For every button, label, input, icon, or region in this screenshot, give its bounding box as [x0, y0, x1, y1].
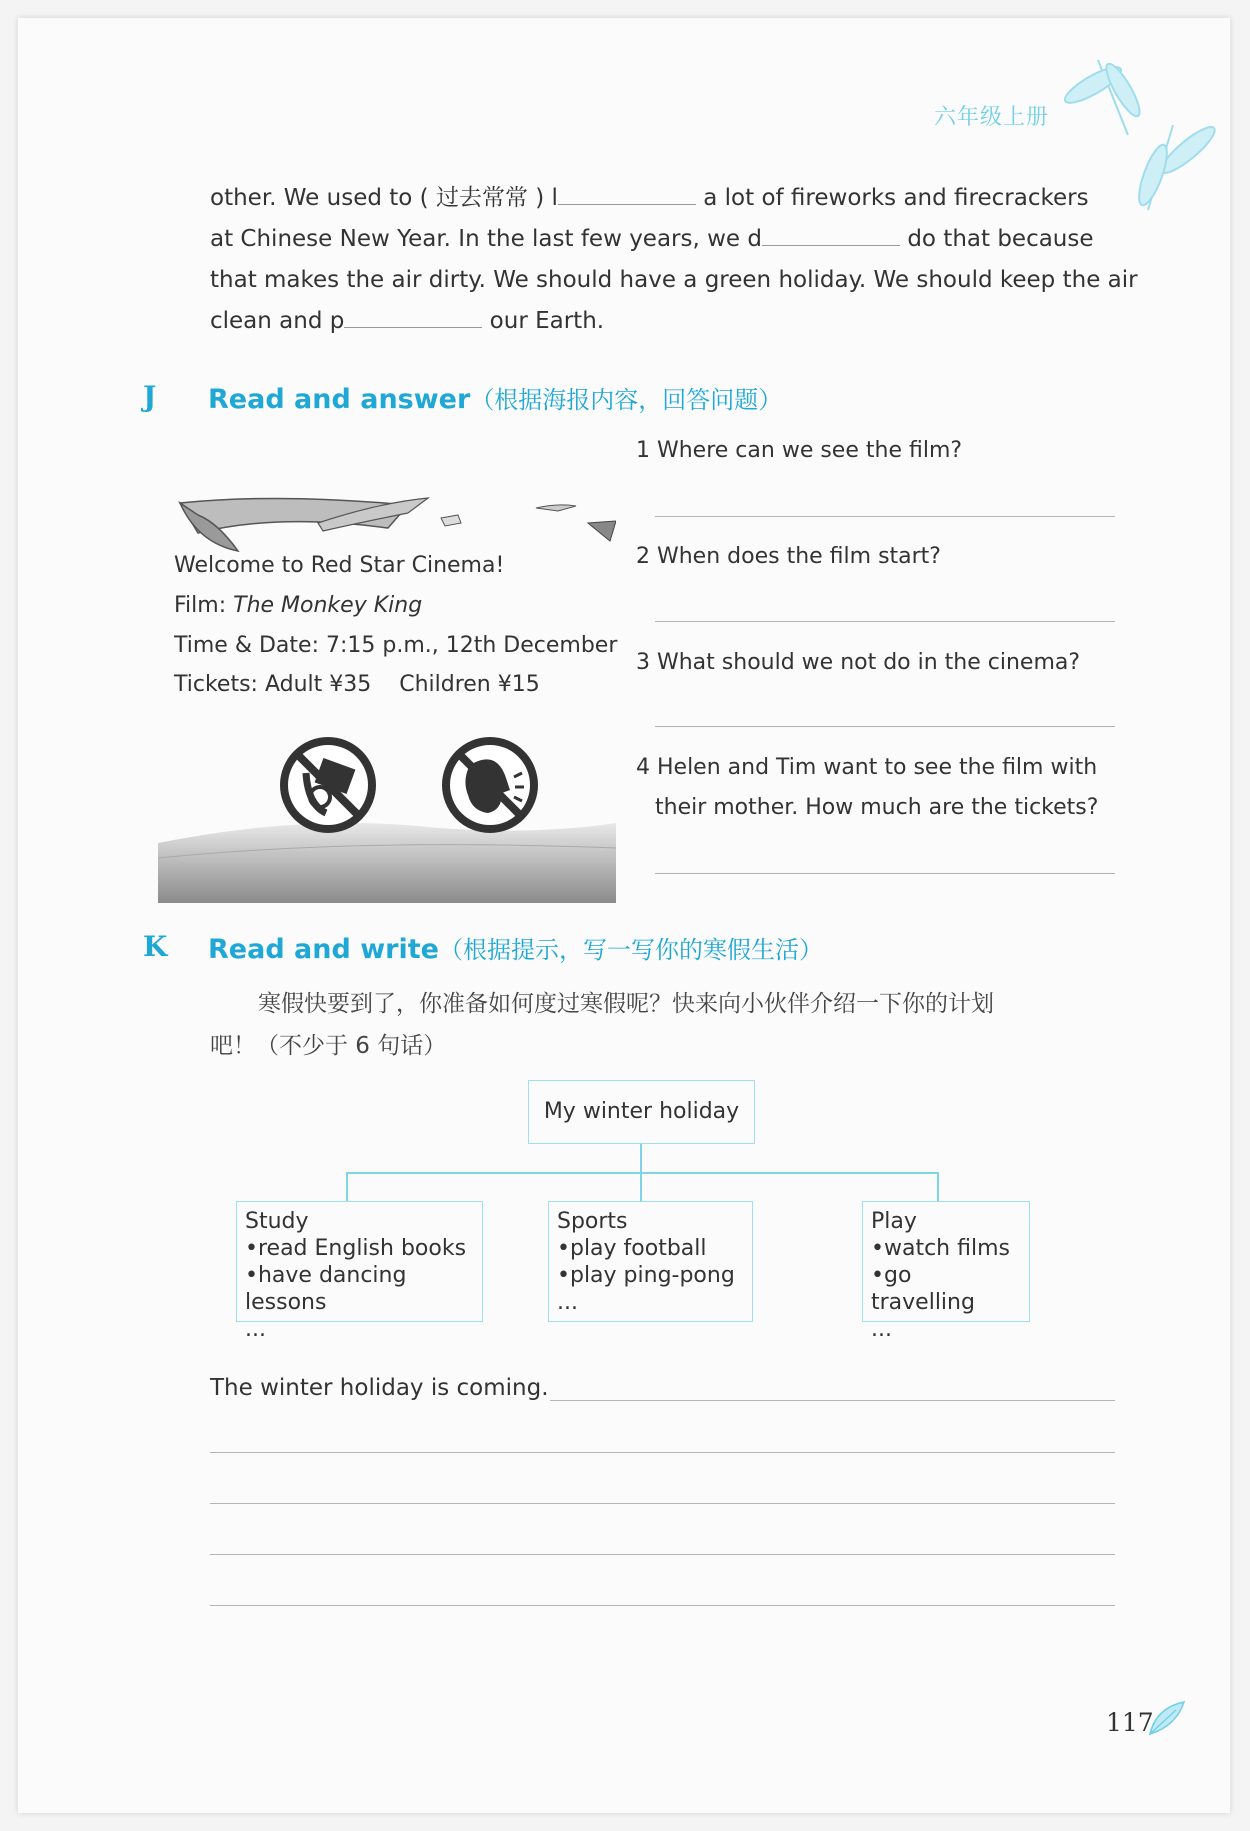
blank-protect[interactable] [344, 305, 482, 328]
branch-item: •watch films [871, 1236, 1010, 1261]
section-j-title [208, 380, 782, 415]
passage-text: at Chinese New Year. In the last few years, we d [210, 226, 762, 252]
section-title-cn: （根据提示，写一写你的寒假生活） [438, 936, 823, 964]
section-title-en: Read and answer [208, 384, 471, 415]
poster-time: Time & Date: 7:15 p.m., 12th December [174, 633, 618, 658]
writing-line[interactable] [210, 1503, 1115, 1504]
answer-line-3[interactable] [655, 726, 1115, 727]
branch-item: •go travelling [871, 1263, 975, 1315]
poster-welcome: Welcome to Red Star Cinema! [174, 553, 505, 578]
section-j-letter: J [143, 380, 157, 413]
question-2: 2 When does the film start? [636, 544, 941, 569]
passage-text: other. We used to ( 过去常常 ) l [210, 185, 558, 211]
connector [937, 1172, 939, 1202]
branch-item: •read English books [245, 1236, 467, 1261]
map-branch-sports [548, 1201, 753, 1322]
branch-title: Sports [557, 1209, 628, 1234]
writing-line[interactable] [210, 1554, 1115, 1555]
section-title-cn: （根据海报内容，回答问题） [470, 386, 783, 414]
passage-line-2 [210, 219, 1094, 260]
passage-line-3: that makes the air dirty. We should have a green holiday. We should keep the air [210, 267, 1138, 293]
section-title-en: Read and write [208, 934, 439, 965]
branch-item: •have dancing lessons [245, 1263, 407, 1315]
answer-line-2[interactable] [655, 621, 1115, 622]
blank-used-to[interactable] [558, 182, 696, 205]
passage-text: do that because [907, 226, 1094, 252]
blank-dont[interactable] [762, 223, 900, 246]
question-1: 1 Where can we see the film? [636, 438, 963, 463]
no-talking-icon [440, 735, 540, 835]
writing-line[interactable] [550, 1400, 1115, 1401]
grade-label: 六年级上册 [934, 105, 1050, 130]
map-branch-study [236, 1201, 483, 1342]
branch-title: Study [245, 1209, 309, 1234]
poster-tickets: Tickets: Adult ¥35 Children ¥15 [174, 672, 540, 697]
passage-text: a lot of fireworks and firecrackers [703, 185, 1089, 211]
intro-line-2: 吧！（不少于 6 句话） [210, 1033, 447, 1059]
map-branch-play [862, 1201, 1030, 1342]
question-3: 3 What should we not do in the cinema? [636, 650, 1081, 675]
poster-film [174, 593, 422, 618]
passage-line-1 [210, 178, 1089, 219]
map-root: My winter holiday [528, 1080, 755, 1144]
connector [640, 1144, 642, 1173]
branch-item: ... [245, 1317, 266, 1342]
passage-line-4 [210, 301, 604, 342]
intro-line-1: 寒假快要到了，你准备如何度过寒假呢？快来向小伙伴介绍一下你的计划 [258, 991, 994, 1017]
page-number: 117 [1106, 1708, 1154, 1737]
branch-item: ... [557, 1290, 578, 1315]
no-food-icon [278, 735, 378, 835]
connector [346, 1172, 348, 1202]
writing-line[interactable] [210, 1605, 1115, 1606]
answer-line-4[interactable] [655, 873, 1115, 874]
connector [640, 1172, 642, 1202]
branch-item: ... [871, 1317, 892, 1342]
connector [346, 1172, 939, 1174]
film-name: The Monkey King [233, 593, 423, 618]
writing-line[interactable] [210, 1452, 1115, 1453]
film-label: Film: [174, 593, 234, 618]
writing-start: The winter holiday is coming. [210, 1375, 549, 1401]
workbook-page [18, 18, 1230, 1813]
branch-item: •play football [557, 1236, 707, 1261]
passage-text: clean and p [210, 308, 345, 334]
branch-title: Play [871, 1209, 917, 1234]
question-4a: 4 Helen and Tim want to see the film with [636, 755, 1098, 780]
branch-item: •play ping-pong [557, 1263, 735, 1288]
answer-line-1[interactable] [655, 516, 1115, 517]
question-4b: their mother. How much are the tickets? [655, 795, 1099, 820]
section-k-title [208, 930, 823, 965]
passage-text: our Earth. [489, 308, 605, 334]
leaf-icon [1146, 1698, 1188, 1738]
section-k-letter: K [143, 930, 168, 963]
